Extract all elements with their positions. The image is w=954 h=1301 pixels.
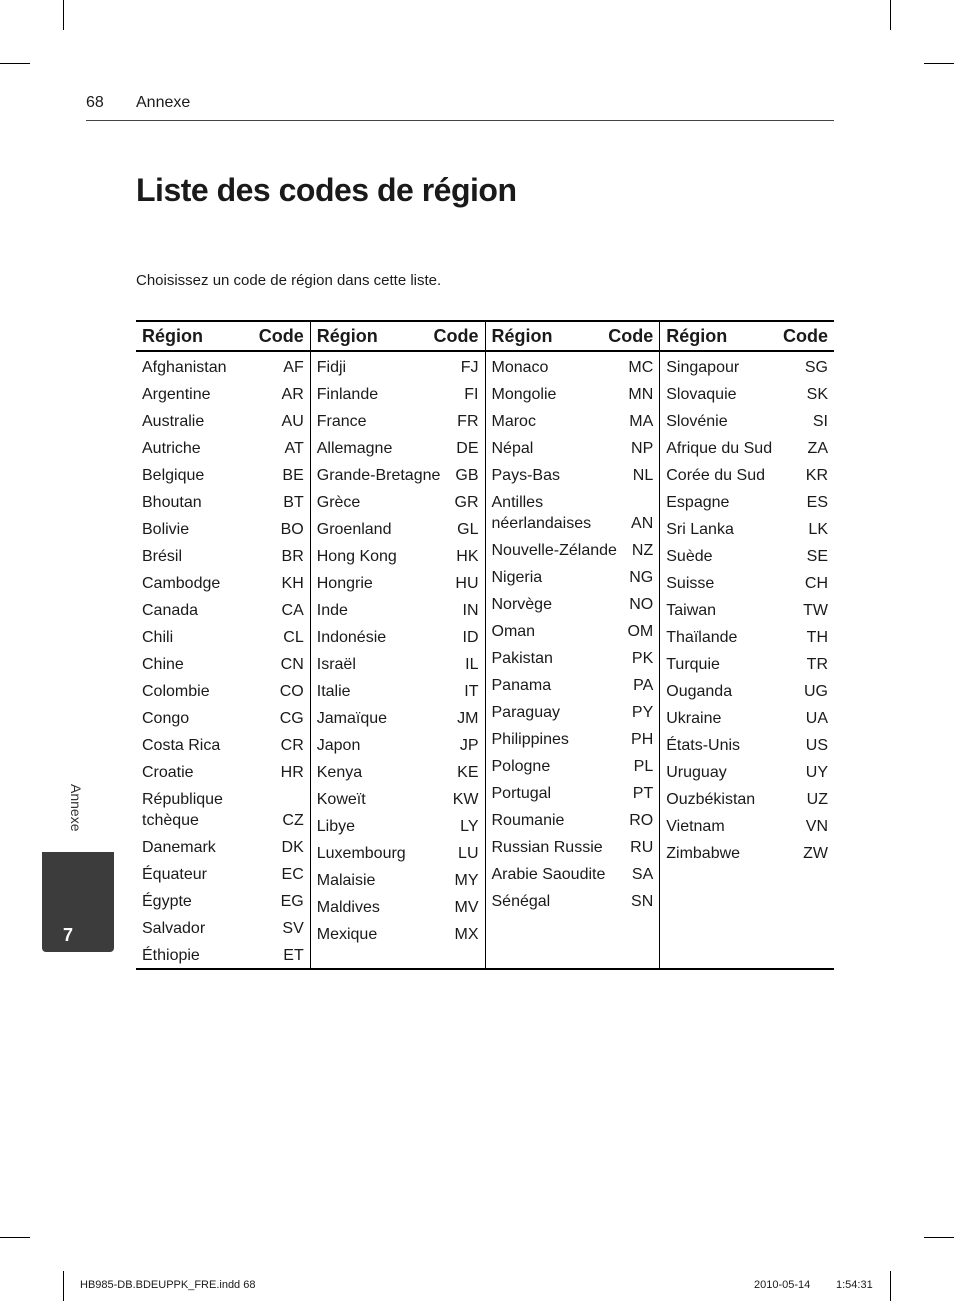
table-row <box>486 753 660 780</box>
table-column <box>486 322 661 968</box>
region-code: SI <box>812 413 828 430</box>
table-row <box>486 645 660 672</box>
table-row <box>660 651 834 678</box>
region-code: GB <box>455 467 479 484</box>
region-code: ES <box>806 494 828 511</box>
region-code: KH <box>281 575 304 592</box>
region-name: Zimbabwe <box>666 845 741 862</box>
table-row <box>311 624 485 651</box>
table-row <box>660 624 834 651</box>
region-code: HK <box>456 548 479 565</box>
header-code: Code <box>783 325 828 346</box>
table-row <box>136 759 310 786</box>
region-code: OM <box>627 623 654 640</box>
table-row <box>136 597 310 624</box>
region-name: Congo <box>142 710 190 727</box>
table-row <box>660 678 834 705</box>
region-code: SA <box>631 866 654 883</box>
region-name: Ukraine <box>666 710 722 727</box>
region-name: Afghanistan <box>142 359 227 376</box>
region-code: NZ <box>631 542 654 559</box>
region-name: Maldives <box>316 899 380 916</box>
table-row <box>486 354 660 381</box>
crop-mark <box>890 0 891 30</box>
crop-mark <box>63 0 64 30</box>
region-name: Chine <box>142 656 184 673</box>
region-code: UY <box>805 764 828 781</box>
region-name: Nouvelle-Zélande <box>491 542 617 559</box>
region-code: FR <box>457 413 479 430</box>
table-row <box>136 381 310 408</box>
table-row <box>136 651 310 678</box>
table-row <box>486 834 660 861</box>
region-name: Belgique <box>142 467 205 484</box>
region-code: NL <box>632 467 654 484</box>
region-code: US <box>805 737 828 754</box>
region-code-table <box>136 320 834 970</box>
region-name: Singapour <box>666 359 740 376</box>
crop-mark <box>924 63 954 64</box>
region-name: Fidji <box>316 359 347 376</box>
table-column <box>311 322 486 968</box>
region-code: ZW <box>803 845 828 862</box>
table-row <box>486 888 660 915</box>
header-code: Code <box>433 325 479 346</box>
table-row <box>136 543 310 570</box>
table-row <box>486 489 660 537</box>
table-row <box>136 705 310 732</box>
table-row <box>486 780 660 807</box>
region-code: NO <box>629 596 654 613</box>
table-row <box>660 489 834 516</box>
region-name: Thaïlande <box>666 629 738 646</box>
table-row <box>660 759 834 786</box>
table-row <box>311 813 485 840</box>
region-name: Inde <box>316 602 348 619</box>
column-header <box>660 322 834 352</box>
region-code: AF <box>283 359 304 376</box>
table-row <box>136 354 310 381</box>
region-code: LU <box>458 845 479 862</box>
region-code: AU <box>281 413 304 430</box>
table-row <box>311 921 485 948</box>
header-region: Région <box>666 325 728 346</box>
table-row <box>660 462 834 489</box>
region-code: SV <box>282 920 304 937</box>
table-row <box>311 840 485 867</box>
table-column <box>660 322 834 968</box>
region-code: MN <box>628 386 654 403</box>
chapter-tab <box>42 852 114 952</box>
table-row <box>311 894 485 921</box>
region-code: IN <box>462 602 479 619</box>
header-code: Code <box>258 325 304 346</box>
region-name: Jamaïque <box>316 710 388 727</box>
table-row <box>311 381 485 408</box>
region-code: AT <box>284 440 304 457</box>
region-name: Ouzbékistan <box>666 791 756 808</box>
region-code: SK <box>806 386 828 403</box>
table-row <box>311 732 485 759</box>
region-code: FI <box>464 386 479 403</box>
table-row <box>660 732 834 759</box>
region-code: DE <box>456 440 479 457</box>
table-row <box>311 786 485 813</box>
table-row <box>136 942 310 969</box>
table-row <box>486 462 660 489</box>
table-row <box>486 435 660 462</box>
region-name: Taiwan <box>666 602 717 619</box>
table-row <box>660 354 834 381</box>
header-region: Région <box>142 325 203 346</box>
crop-mark <box>63 1271 64 1301</box>
region-code: CA <box>281 602 304 619</box>
region-name: Paraguay <box>491 704 560 721</box>
region-name: Finlande <box>316 386 379 403</box>
region-name: Bhoutan <box>142 494 202 511</box>
region-code: BR <box>281 548 304 565</box>
region-code: EC <box>281 866 304 883</box>
region-name: Afrique du Sud <box>666 440 773 457</box>
table-row <box>136 489 310 516</box>
region-name: Antilles néerlandaises <box>491 494 592 532</box>
region-code: CN <box>280 656 304 673</box>
region-name: Ouganda <box>666 683 733 700</box>
region-code: AR <box>281 386 304 403</box>
region-name: Canada <box>142 602 199 619</box>
region-code: MC <box>628 359 654 376</box>
region-code: BO <box>280 521 304 538</box>
column-header <box>136 322 310 352</box>
table-row <box>486 591 660 618</box>
table-row <box>136 462 310 489</box>
table-row <box>311 570 485 597</box>
region-name: Uruguay <box>666 764 727 781</box>
region-code: BE <box>282 467 304 484</box>
region-code: MY <box>454 872 479 889</box>
region-name: Éthiopie <box>142 947 200 964</box>
region-code: LK <box>808 521 828 538</box>
region-code: CH <box>804 575 828 592</box>
region-code: CZ <box>282 812 304 829</box>
footer-date: 2010-05-14 <box>754 1279 811 1291</box>
region-name: Grèce <box>316 494 361 511</box>
region-code: CR <box>280 737 304 754</box>
region-code: CG <box>279 710 304 727</box>
region-code: RU <box>630 839 654 856</box>
table-row <box>136 624 310 651</box>
region-name: Chili <box>142 629 174 646</box>
region-code: CL <box>283 629 304 646</box>
table-row <box>660 840 834 867</box>
region-name: Roumanie <box>491 812 565 829</box>
region-name: Russian Russie <box>491 839 603 856</box>
table-row <box>486 381 660 408</box>
region-name: Norvège <box>491 596 552 613</box>
table-row <box>486 672 660 699</box>
region-name: Colombie <box>142 683 210 700</box>
table-row <box>311 489 485 516</box>
region-code: GL <box>457 521 479 538</box>
side-tab-label: Annexe <box>68 784 84 832</box>
table-row <box>660 516 834 543</box>
table-row <box>311 597 485 624</box>
page-header <box>86 94 834 121</box>
region-code: BT <box>283 494 304 511</box>
header-code: Code <box>608 325 654 346</box>
table-row <box>136 915 310 942</box>
table-row <box>660 705 834 732</box>
region-code: UG <box>804 683 828 700</box>
region-name: Slovénie <box>666 413 728 430</box>
region-name: Vietnam <box>666 818 725 835</box>
region-code: PY <box>631 704 654 721</box>
region-code: KR <box>805 467 828 484</box>
region-code: TH <box>806 629 828 646</box>
region-name: Bolivie <box>142 521 190 538</box>
table-row <box>486 537 660 564</box>
region-name: Mongolie <box>491 386 557 403</box>
region-code: HU <box>455 575 479 592</box>
table-row <box>136 861 310 888</box>
page-number: 68 <box>86 94 104 111</box>
table-row <box>660 381 834 408</box>
region-name: Salvador <box>142 920 206 937</box>
region-name: Malaisie <box>316 872 376 889</box>
table-column <box>136 322 311 968</box>
table-row <box>136 888 310 915</box>
region-name: Espagne <box>666 494 730 511</box>
table-row <box>660 570 834 597</box>
region-name: Costa Rica <box>142 737 221 754</box>
table-row <box>311 759 485 786</box>
crop-mark <box>890 1271 891 1301</box>
table-row <box>486 807 660 834</box>
header-region: Région <box>316 325 378 346</box>
region-name: Équateur <box>142 866 207 883</box>
region-name: Hong Kong <box>316 548 397 565</box>
table-row <box>660 597 834 624</box>
region-code: GR <box>454 494 479 511</box>
table-row <box>311 516 485 543</box>
table-row <box>486 618 660 645</box>
region-code: KW <box>452 791 479 808</box>
region-name: Maroc <box>491 413 536 430</box>
region-code: PT <box>632 785 654 802</box>
region-name: Autriche <box>142 440 201 457</box>
crop-mark <box>924 1237 954 1238</box>
region-name: Australie <box>142 413 205 430</box>
region-code: ID <box>462 629 479 646</box>
table-row <box>486 564 660 591</box>
table-row <box>311 651 485 678</box>
section-name: Annexe <box>136 94 191 111</box>
region-code: JM <box>457 710 479 727</box>
region-code: ZA <box>807 440 828 457</box>
table-row <box>136 408 310 435</box>
region-code: KE <box>457 764 479 781</box>
region-code: TW <box>803 602 828 619</box>
region-code: SN <box>631 893 654 910</box>
region-name: Monaco <box>491 359 549 376</box>
region-code: AN <box>631 515 654 532</box>
region-code: PA <box>633 677 654 694</box>
region-code: UA <box>805 710 828 727</box>
region-code: PK <box>631 650 654 667</box>
region-name: Égypte <box>142 893 192 910</box>
region-code: PH <box>631 731 654 748</box>
table-row <box>660 543 834 570</box>
region-code: NP <box>631 440 654 457</box>
region-name: Népal <box>491 440 534 457</box>
page-title: Liste des codes de région <box>136 172 517 208</box>
region-name: France <box>316 413 367 430</box>
region-name: Mexique <box>316 926 378 943</box>
region-code: MA <box>629 413 654 430</box>
table-row <box>311 462 485 489</box>
region-name: Kenya <box>316 764 363 781</box>
region-code: IL <box>465 656 479 673</box>
region-code: DK <box>281 839 304 856</box>
region-code: MV <box>454 899 479 916</box>
crop-mark <box>0 1237 30 1238</box>
region-code: VN <box>805 818 828 835</box>
region-code: SG <box>804 359 828 376</box>
region-name: Italie <box>316 683 351 700</box>
region-name: Hongrie <box>316 575 373 592</box>
region-code: HR <box>280 764 304 781</box>
footer-time: 1:54:31 <box>836 1279 873 1291</box>
region-name: Suisse <box>666 575 715 592</box>
table-row <box>311 435 485 462</box>
region-name: Brésil <box>142 548 183 565</box>
column-header <box>486 322 660 352</box>
region-name: Panama <box>491 677 552 694</box>
region-name: Pays-Bas <box>491 467 560 484</box>
region-name: Groenland <box>316 521 392 538</box>
region-name: États-Unis <box>666 737 741 754</box>
table-row <box>136 786 310 834</box>
region-code: IT <box>464 683 479 700</box>
column-header <box>311 322 485 352</box>
table-row <box>136 678 310 705</box>
table-row <box>311 354 485 381</box>
region-code: LY <box>460 818 479 835</box>
region-name: Arabie Saoudite <box>491 866 606 883</box>
region-name: Allemagne <box>316 440 393 457</box>
intro-text: Choisissez un code de région dans cette liste. <box>136 272 442 289</box>
region-code: JP <box>459 737 479 754</box>
crop-mark <box>0 63 30 64</box>
table-row <box>660 408 834 435</box>
region-name: Luxembourg <box>316 845 406 862</box>
region-name: Philippines <box>491 731 569 748</box>
region-name: Indonésie <box>316 629 387 646</box>
table-row <box>311 408 485 435</box>
header-region: Région <box>491 325 553 346</box>
region-code: FJ <box>460 359 479 376</box>
table-row <box>660 786 834 813</box>
region-name: Danemark <box>142 839 216 856</box>
region-name: Sri Lanka <box>666 521 734 538</box>
region-name: Slovaquie <box>666 386 737 403</box>
table-row <box>136 570 310 597</box>
table-row <box>660 435 834 462</box>
region-name: Suède <box>666 548 713 565</box>
region-name: Nigeria <box>491 569 543 586</box>
region-code: RO <box>629 812 654 829</box>
region-name: Turquie <box>666 656 720 673</box>
region-name: Argentine <box>142 386 211 403</box>
region-name: Koweït <box>316 791 366 808</box>
table-row <box>311 867 485 894</box>
table-row <box>486 726 660 753</box>
region-name: Israël <box>316 656 356 673</box>
region-code: ET <box>283 947 304 964</box>
table-row <box>311 543 485 570</box>
table-row <box>311 705 485 732</box>
region-code: NG <box>629 569 654 586</box>
region-code: EG <box>280 893 304 910</box>
table-row <box>136 732 310 759</box>
table-row <box>486 861 660 888</box>
region-name: Libye <box>316 818 355 835</box>
region-name: Cambodge <box>142 575 221 592</box>
region-name: Pologne <box>491 758 551 775</box>
chapter-number: 7 <box>62 925 73 945</box>
region-code: TR <box>806 656 828 673</box>
table-row <box>486 408 660 435</box>
region-name: Pakistan <box>491 650 553 667</box>
region-code: MX <box>454 926 479 943</box>
table-row <box>311 678 485 705</box>
region-code: UZ <box>806 791 828 808</box>
footer-filename: HB985-DB.BDEUPPK_FRE.indd 68 <box>80 1279 256 1291</box>
region-name: Grande-Bretagne <box>316 467 441 484</box>
region-code: CO <box>279 683 304 700</box>
region-code: PL <box>633 758 654 775</box>
region-name: République tchèque <box>142 791 223 829</box>
table-row <box>486 699 660 726</box>
region-name: Croatie <box>142 764 194 781</box>
table-row <box>136 435 310 462</box>
region-name: Japon <box>316 737 361 754</box>
region-name: Corée du Sud <box>666 467 765 484</box>
region-name: Portugal <box>491 785 552 802</box>
region-name: Sénégal <box>491 893 551 910</box>
table-row <box>660 813 834 840</box>
region-name: Oman <box>491 623 536 640</box>
table-row <box>136 516 310 543</box>
table-row <box>136 834 310 861</box>
region-code: SE <box>806 548 828 565</box>
